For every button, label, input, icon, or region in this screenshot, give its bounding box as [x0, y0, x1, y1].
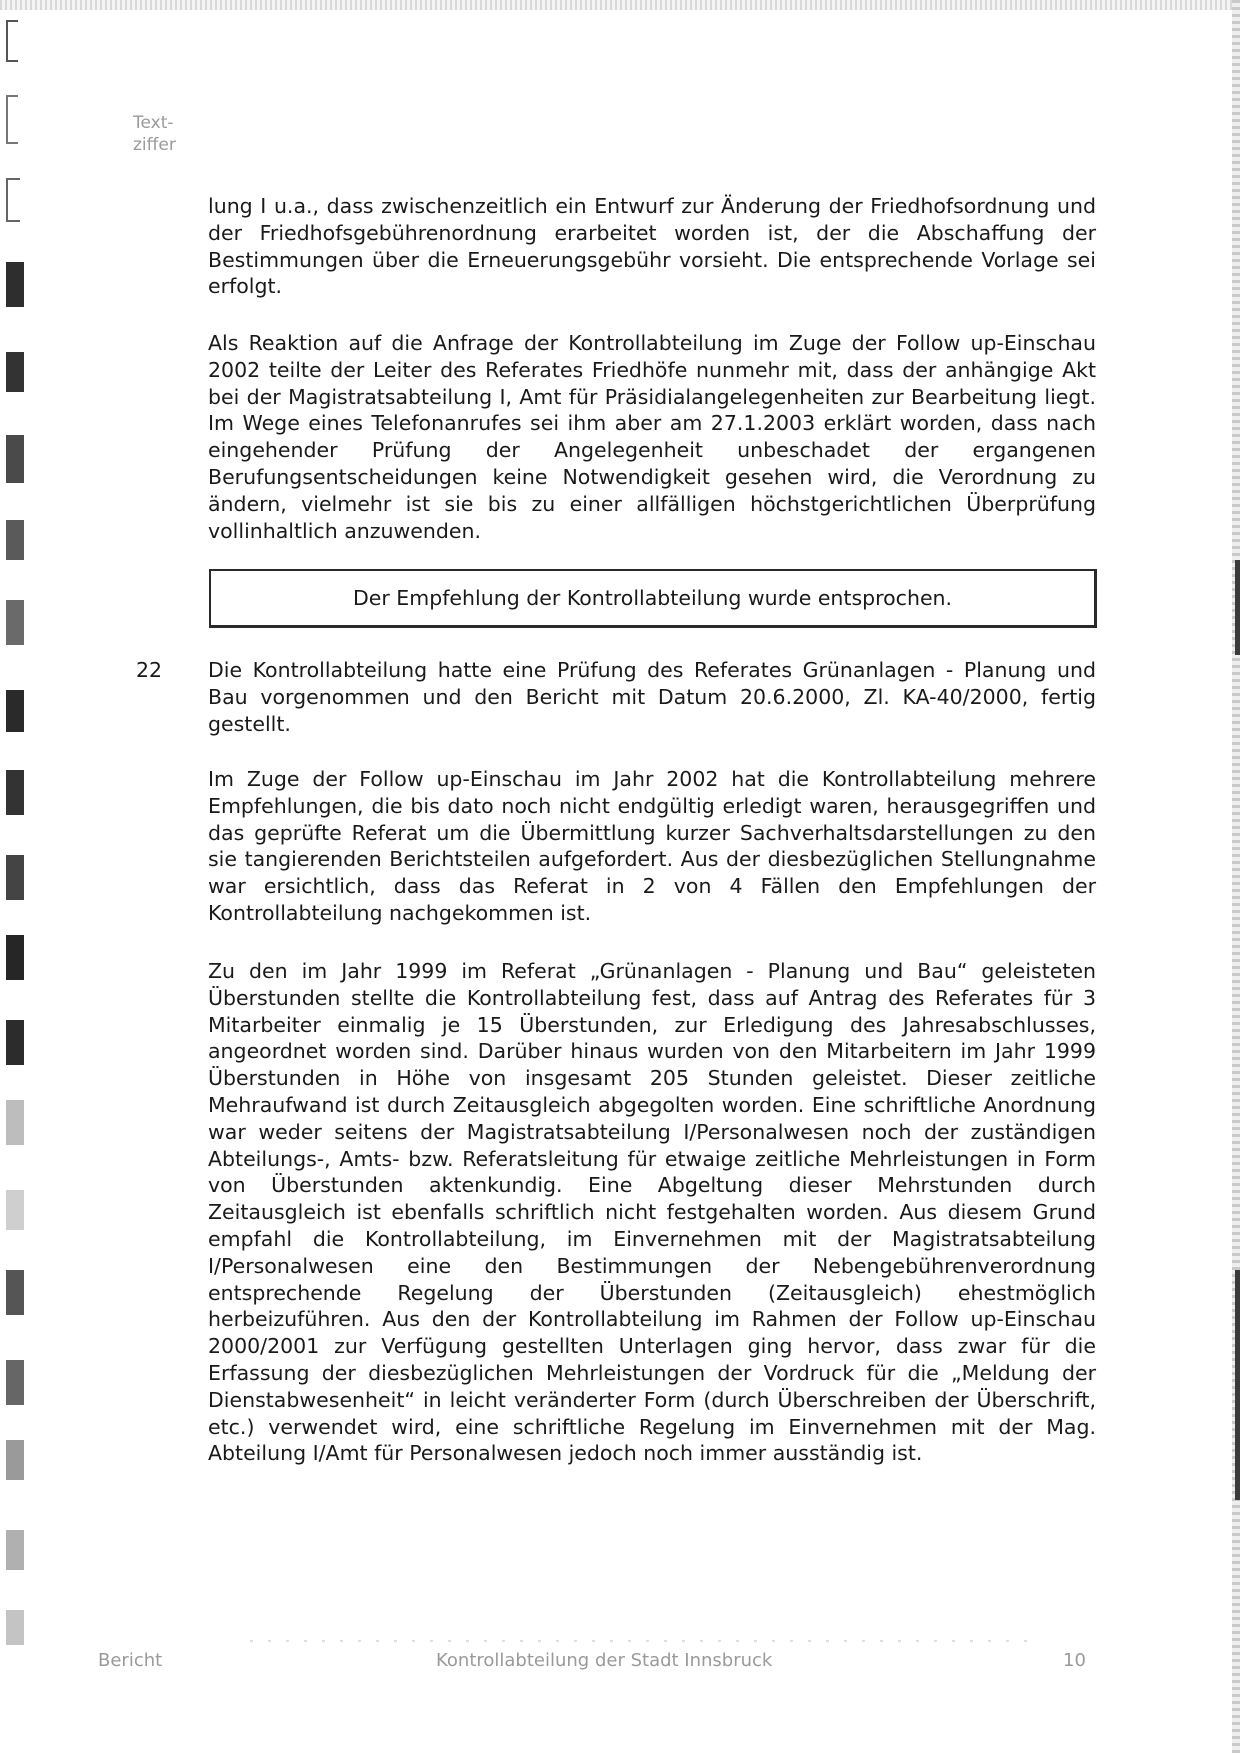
binding-mark — [6, 1360, 24, 1405]
recommendation-notice-text: Der Empfehlung der Kontrollabteilung wurde entsprochen. — [352, 586, 953, 610]
binding-mark — [6, 262, 24, 307]
binding-mark — [6, 690, 24, 732]
binding-mark — [6, 935, 24, 980]
binding-mark — [6, 770, 24, 815]
recommendation-notice-box — [209, 569, 1097, 628]
binding-mark — [6, 95, 18, 144]
page-number: 10 — [1063, 1650, 1086, 1671]
paragraph-3: Die Kontrollabteilung hatte eine Prüfung des Referates Grünanlagen - Planung und Bau vorgenommen und den Bericht mit Datum 20.6.2000, Zl. KA-40/2000, fertig gestellt. — [208, 658, 1096, 736]
binding-mark — [6, 1100, 24, 1145]
binding-mark — [6, 1270, 24, 1315]
paragraph-5: Zu den im Jahr 1999 im Referat „Grünanlagen - Planung und Bau“ geleisteten Überstunden stellte die Kontrollabteilung fest, dass auf Antrag des Referates für 3 Mitarbeiter einmalig je 15 Überstunden, zur Erledigung des Jahresabschlusses, angeordnet worden sind. Darüber hinaus wurden von den Mitarbeitern im Jahr 1999 Überstunden in Höhe von insgesamt 205 Stunden geleistet. Dieser zeitliche Mehraufwand ist durch Zeitausgleich abgegolten worden. Eine schriftliche Anordnung war weder seitens der Magistratsabteilung I/Personalwesen noch der zuständigen Abteilungs-, Amts- bzw. Referatsleitung für etwaige zeitliche Mehrleistungen in Form von Überstunden aktenkundig. Eine Abgeltung dieser Mehrstunden durch Zeitausgleich ist ebenfalls schriftlich nicht festgehalten worden. Aus diesem Grund empfahl die Kontrollabteilung, im Einvernehmen mit der Magistratsabteilung I/Personalwesen eine den Bestimmungen der Nebengebührenverordnung entsprechende Regelung der Überstunden (Zeitausgleich) ehestmöglich herbeizuführen. Aus den der Kontrollabteilung im Rahmen der Follow up-Einschau 2000/2001 zur Verfügung gestellten Unterlagen ging hervor, dass zwar für die Erfassung der diesbezüglichen Mehrleistungen der Vordruck für die „Meldung der Dienstabwesenheit“ in leicht veränderter Form (durch Überschreiben der Überschrift, etc.) verwendet wird, eine schriftliche Regelung im Einvernehmen mit der Mag. Abteilung I/Amt für Personalwesen jedoch noch immer ausständig ist. — [208, 959, 1096, 1466]
binding-edge — [0, 0, 34, 1753]
binding-mark — [6, 855, 24, 900]
binding-mark — [6, 352, 24, 392]
binding-mark — [6, 1440, 24, 1480]
margin-label-line: Text- — [133, 113, 174, 133]
footer-left: Bericht — [98, 1650, 163, 1671]
scan-edge-mark — [1235, 560, 1240, 655]
textziffer-number: 22 — [136, 658, 163, 682]
margin-label-line: ziffer — [133, 135, 176, 155]
paragraph-4: Im Zuge der Follow up-Einschau im Jahr 2002 hat die Kontrollabteilung mehrere Empfehlungen, die bis dato noch nicht endgültig erledigt waren, herausgegriffen und das geprüfte Referat um die Übermittlung kurzer Sachverhaltsdarstellungen zu den sie tangierenden Berichtsteilen aufgefordert. Aus der diesbezüglichen Stellungnahme war ersichtlich, dass das Referat in 2 von 4 Fällen den Empfehlungen der Kontrollabteilung nachgekommen ist. — [208, 767, 1096, 925]
binding-mark — [6, 1610, 24, 1645]
binding-mark — [6, 1190, 24, 1230]
scan-edge-mark — [1235, 1270, 1240, 1500]
binding-mark — [6, 600, 24, 645]
binding-mark — [6, 1530, 24, 1570]
margin-label-textziffer — [133, 112, 176, 156]
paragraph-2: Als Reaktion auf die Anfrage der Kontrollabteilung im Zuge der Follow up-Einschau 2002 teilte der Leiter des Referates Friedhöfe nunmehr mit, dass der anhängige Akt bei der Magistratsabteilung I, Amt für Präsidialangelegenheiten zur Bearbeitung liegt. Im Wege eines Telefonanrufes sei ihm aber am 27.1.2003 erklärt worden, dass nach eingehender Prüfung der Angelegenheit unbeschadet der ergangenen Berufungsentscheidungen keine Notwendigkeit gesehen wird, die Verordnung zu ändern, vielmehr ist sie bis zu einer allfälligen höchstgerichtlichen Überprüfung vollinhaltlich anzuwenden. — [208, 331, 1096, 543]
binding-mark — [6, 520, 24, 560]
footer-center: Kontrollabteilung der Stadt Innsbruck — [436, 1650, 773, 1671]
paragraph-1: lung I u.a., dass zwischenzeitlich ein Entwurf zur Änderung der Friedhofsordnung und der Friedhofsgebührenordnung erarbeitet worden ist, der die Abschaffung der Bestimmungen über die Erneuerungsgebühr vorsieht. Die entsprechende Vorlage sei erfolgt. — [208, 194, 1096, 299]
binding-mark — [6, 1020, 24, 1065]
binding-mark — [6, 20, 18, 62]
binding-mark — [6, 435, 24, 483]
binding-mark — [6, 178, 20, 222]
scan-top-edge — [0, 0, 1240, 10]
footer-rule — [250, 1640, 1030, 1642]
